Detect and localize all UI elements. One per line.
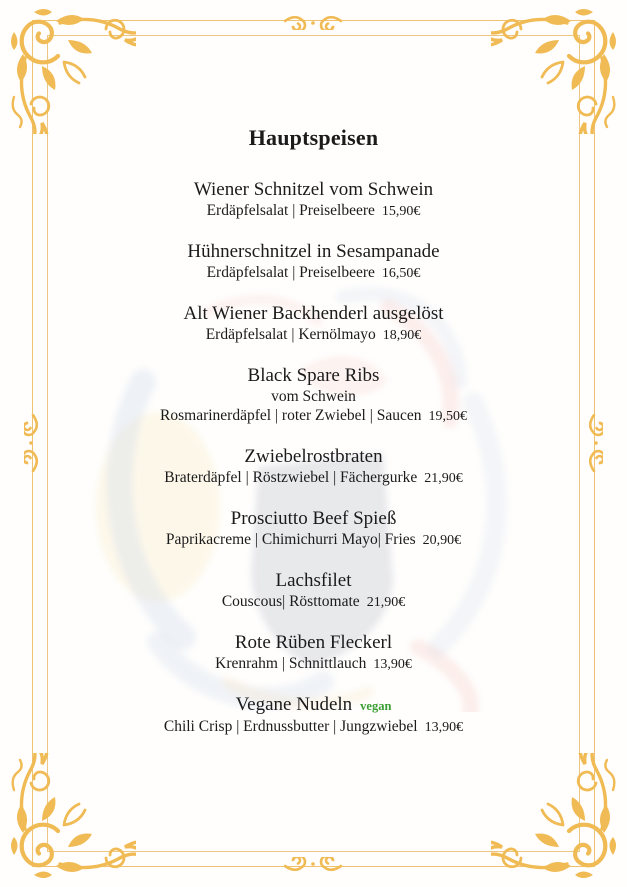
- menu-item-details: Braterdäpfel | Röstzwiebel | Fächergurke 21,90€: [164, 469, 463, 486]
- menu-item-subtitle: vom Schwein: [271, 388, 356, 405]
- menu-item-name: Prosciutto Beef Spieß: [230, 508, 397, 529]
- menu-item-details: Erdäpfelsalat | Kernölmayo 18,90€: [205, 326, 422, 343]
- menu-item: [160, 508, 467, 551]
- menu-item-name: Alt Wiener Backhenderl ausgelöst: [183, 303, 444, 324]
- frame-scroll-ornament-left: [24, 414, 42, 472]
- menu-item-name: Zwiebelrostbraten: [244, 446, 383, 467]
- menu-item-details: Krenrahm | Schnittlauch 13,90€: [215, 655, 412, 672]
- menu-item-price: 21,90€: [424, 471, 463, 486]
- menu-item: [160, 303, 467, 346]
- menu-item-details: Erdäpfelsalat | Preiselbeere 16,50€: [206, 264, 421, 281]
- menu-item-price: 18,90€: [382, 328, 422, 343]
- vegan-badge: vegan: [360, 699, 392, 713]
- menu-item-name: Rote Rüben Fleckerl: [234, 632, 393, 653]
- menu-item-details: Erdäpfelsalat | Preiselbeere 15,90€: [206, 202, 421, 219]
- menu-item: [160, 570, 467, 613]
- menu-item-price: 15,90€: [381, 204, 421, 219]
- menu-item-name: Wiener Schnitzel vom Schwein: [193, 179, 434, 200]
- menu-item: [160, 365, 467, 427]
- menu-item-details: Couscous| Rösttomate 21,90€: [221, 593, 406, 610]
- menu-item-name: Lachsfilet: [275, 570, 352, 591]
- frame-scroll-ornament-bottom: [284, 857, 342, 875]
- menu-item-details: Paprikacreme | Chimichurri Mayo| Fries 20,90€: [165, 531, 462, 548]
- menu-item-price: 21,90€: [366, 595, 406, 610]
- menu-item-details: Chili Crisp | Erdnussbutter | Jungzwiebel 13,90€: [163, 718, 464, 735]
- menu-item-price: 13,90€: [373, 657, 412, 672]
- menu-item: [160, 179, 467, 222]
- menu-content: [47, 35, 580, 852]
- menu-item: [160, 632, 467, 675]
- menu-item-price: 20,90€: [422, 533, 462, 548]
- menu-item: [160, 694, 467, 738]
- menu-item-name: Hühnerschnitzel in Sesampanade: [187, 241, 440, 262]
- page-title: Hauptspeisen: [248, 125, 379, 150]
- menu-item-name: Black Spare Ribs: [247, 365, 380, 386]
- menu-item: [160, 241, 467, 284]
- menu-item-name: Vegane Nudeln vegan: [235, 694, 392, 715]
- menu-item-details: Rosmarinerdäpfel | roter Zwiebel | Saucen 19,50€: [160, 407, 467, 424]
- frame-scroll-ornament-top: [284, 12, 342, 30]
- menu-item-price: 13,90€: [424, 720, 464, 735]
- menu-items: [160, 179, 467, 757]
- menu-item: [160, 446, 467, 489]
- menu-item-price: 19,50€: [428, 409, 467, 424]
- frame-scroll-ornament-right: [585, 414, 603, 472]
- menu-item-price: 16,50€: [381, 266, 421, 281]
